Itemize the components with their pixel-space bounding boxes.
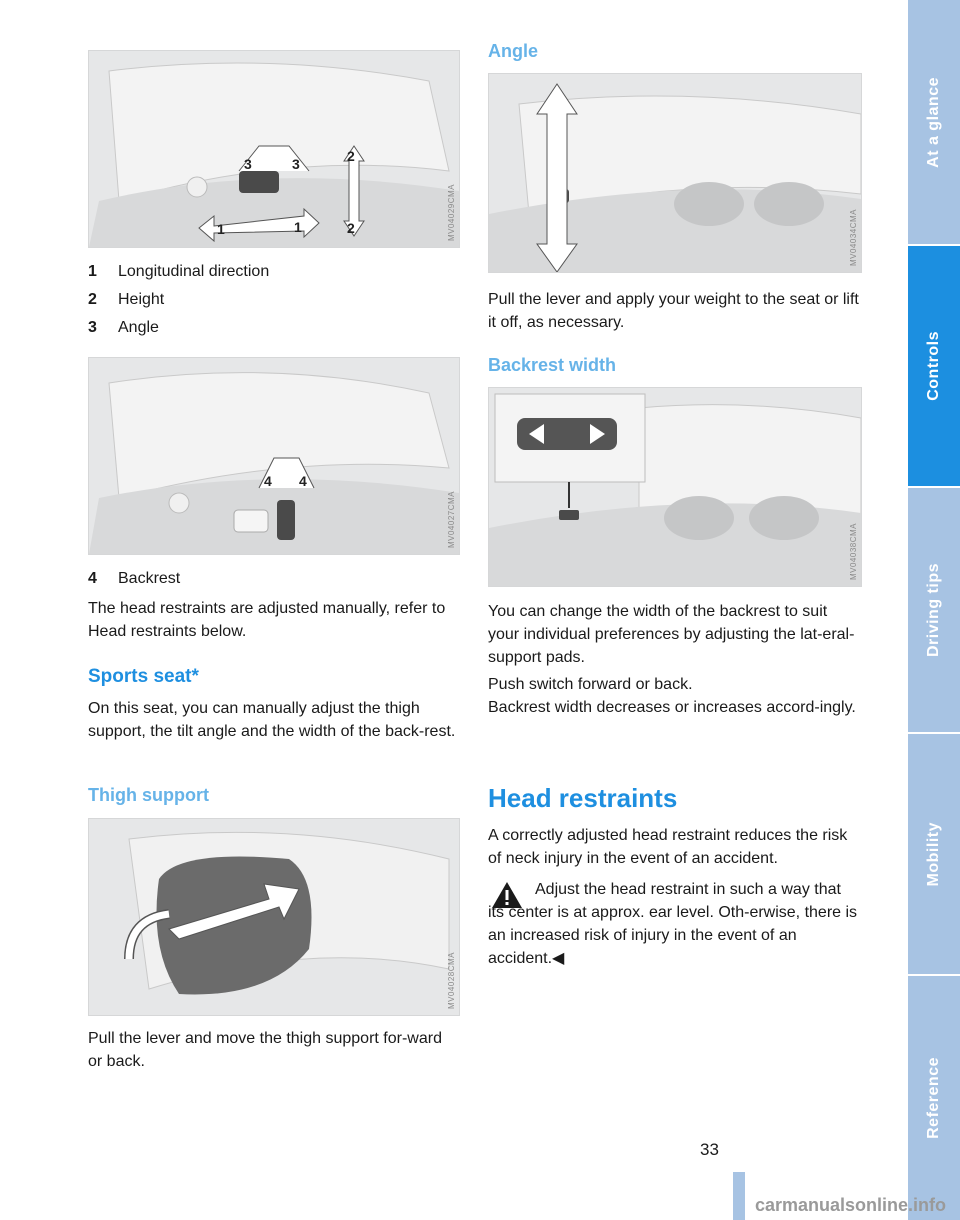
legend-seat-adjustments	[88, 258, 269, 342]
backrest-width-instruction: Push switch forward or back.	[488, 676, 693, 693]
fig1-label: 2	[347, 220, 355, 236]
tab-label: At a glance	[925, 76, 942, 168]
tab-at-a-glance[interactable]	[908, 0, 960, 246]
thigh-support-text: Pull the lever and move the thigh support for-ward or back.	[88, 1030, 442, 1070]
head-restraint-note: The head restraints are adjusted manually, refer to Head restraints below.	[88, 600, 446, 640]
legend-number: 3	[88, 319, 97, 336]
figure-code: MV04028CMA	[447, 951, 456, 1009]
legend-item	[88, 314, 269, 342]
legend-number: 4	[88, 570, 97, 587]
fig1-label: 3	[244, 156, 252, 172]
legend-number: 1	[88, 263, 97, 280]
fig1-label: 2	[347, 148, 355, 164]
fig2-label: 4	[299, 473, 307, 489]
angle-text: Pull the lever and apply your weight to the seat or lift it off, as necessary.	[488, 291, 859, 331]
tab-driving-tips[interactable]	[908, 488, 960, 734]
legend-text: Angle	[118, 319, 159, 336]
end-mark-icon: ◀	[552, 950, 565, 967]
figure-code: MV04027CMA	[447, 490, 456, 548]
sports-seat-text: On this seat, you can manually adjust the thigh support, the tilt angle and the width of the back-rest.	[88, 700, 456, 740]
figure-seat-adjust-overview	[88, 50, 460, 248]
figure-backrest-width	[488, 387, 862, 587]
backrest-width-text: You can change the width of the backrest to suit your individual preferences by adjusting the lat-eral-support pads.	[488, 603, 855, 666]
head-restraints-heading: Head restraints	[488, 783, 678, 813]
backrest-width-result: Backrest width decreases or increases accord-ingly.	[488, 699, 856, 716]
figure-code: MV04029CMA	[447, 183, 456, 241]
fig1-label: 1	[217, 221, 225, 237]
head-restraints-text: A correctly adjusted head restraint reduces the risk of neck injury in the event of an accident.	[488, 827, 848, 867]
legend-text: Backrest	[118, 570, 181, 587]
sports-seat-heading: Sports seat*	[88, 666, 199, 687]
tab-label: Controls	[925, 331, 942, 401]
figure-thigh-support	[88, 818, 460, 1016]
page-marker	[733, 1172, 745, 1220]
fig2-label: 4	[264, 473, 272, 489]
figure-code: MV04038CMA	[849, 522, 858, 580]
legend-number: 2	[88, 291, 97, 308]
legend-text: Height	[118, 291, 165, 308]
fig1-label: 1	[294, 219, 302, 235]
tab-label: Reference	[925, 1057, 942, 1139]
legend-item	[88, 286, 269, 314]
warning-text	[488, 878, 860, 970]
tab-mobility[interactable]	[908, 734, 960, 976]
tab-label: Driving tips	[925, 562, 942, 657]
thigh-support-heading: Thigh support	[88, 785, 209, 805]
backrest-width-heading: Backrest width	[488, 355, 617, 375]
figure-code: MV04034CMA	[849, 208, 858, 266]
watermark: carmanualsonline.info	[754, 1195, 946, 1215]
tab-label: Mobility	[925, 821, 942, 887]
fig1-label: 3	[292, 156, 300, 172]
tab-controls[interactable]	[908, 246, 960, 488]
tab-reference[interactable]	[908, 976, 960, 1220]
page-number: 33	[700, 1140, 719, 1159]
section-nav	[908, 0, 960, 1220]
angle-heading: Angle	[488, 41, 539, 61]
legend-item	[88, 565, 180, 593]
legend-backrest	[88, 565, 180, 593]
warning-message: Adjust the head restraint in such a way that its center is at approx. ear level. Oth-erwise, there is an increased risk of injury in the event of an accident.	[488, 881, 858, 967]
legend-text: Longitudinal direction	[118, 263, 270, 280]
figure-seat-angle	[488, 73, 862, 273]
figure-backrest-adjust	[88, 357, 460, 555]
legend-item	[88, 258, 269, 286]
